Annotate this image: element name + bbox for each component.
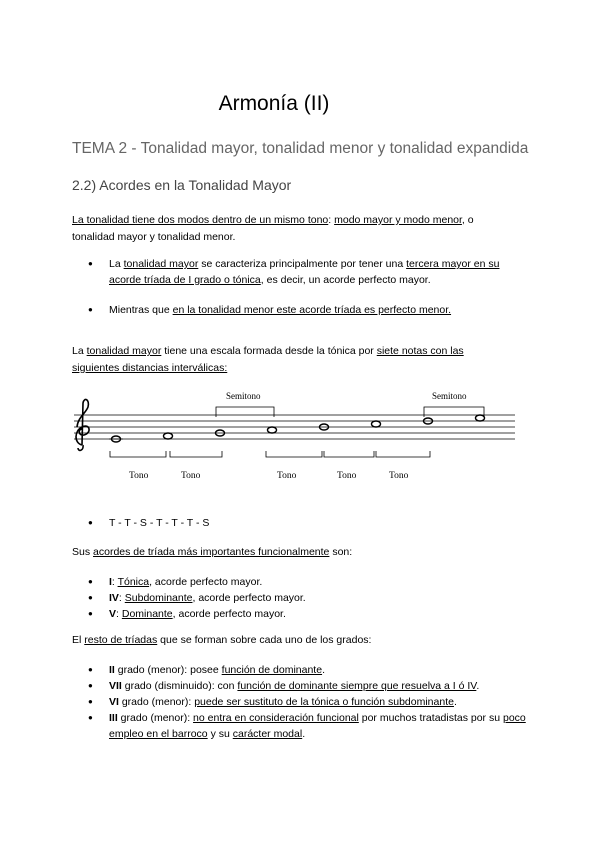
degree: I	[109, 576, 112, 588]
chord-desc: .	[302, 728, 306, 740]
chord-desc: grado (menor):	[117, 712, 194, 724]
semitone-brackets	[216, 407, 484, 417]
bullet-text: , es decir, un acorde perfecto mayor.	[260, 274, 431, 286]
chord-underline: puede ser sustituto de la tónica o función subdominante	[194, 696, 454, 708]
tone-label-4: Tono	[337, 471, 357, 481]
chord-desc: , acorde perfecto mayor.	[172, 608, 286, 620]
chord-underline: no entra en consideración funcional	[193, 712, 359, 724]
chord-desc: , acorde perfecto mayor.	[192, 592, 306, 604]
bullet-underline: tonalidad mayor	[123, 258, 199, 270]
chord-underline: función de dominante	[221, 664, 323, 676]
chord-desc: grado (menor): posee	[114, 664, 222, 676]
chord-underline: carácter modal	[232, 728, 303, 740]
chords-underline: acordes de tríada más importantes funcionalmente	[93, 546, 330, 558]
chord-desc: , acorde perfecto mayor.	[149, 576, 263, 588]
bullet-text: se caracteriza principalmente por tener una	[198, 258, 407, 270]
intro-text-2: , o tonalidad mayor y tonalidad menor.	[72, 214, 474, 243]
subsection-heading: 2.2) Acordes en la Tonalidad Mayor	[72, 177, 292, 193]
chord-underline: poco empleo en el barroco	[109, 712, 526, 740]
tone-label-5: Tono	[389, 471, 409, 481]
chord-desc: .	[322, 664, 325, 676]
chord-desc: y su	[207, 728, 233, 740]
treble-clef-icon	[76, 400, 89, 451]
main-chords-list	[88, 574, 528, 622]
scale-underline: siete notas con las siguientes distancias interválicas:	[72, 345, 464, 374]
degree: IV	[109, 592, 119, 604]
rest-text: El	[72, 634, 85, 646]
list-item	[88, 590, 528, 606]
tone-label-3: Tono	[277, 471, 297, 481]
pattern-list	[88, 515, 528, 531]
chords-intro	[72, 544, 512, 561]
intro-underline-1: La tonalidad tiene dos modos dentro de un mismo tono	[72, 214, 329, 226]
bullet-underline: tercera mayor en su acorde tríada de I grado o tónica	[109, 258, 500, 286]
note-do-high	[476, 415, 485, 421]
intro-text-1: :	[328, 214, 335, 226]
other-chords-list	[88, 662, 528, 742]
degree: III	[109, 712, 118, 724]
separator: :	[111, 576, 118, 588]
scale-underline: tonalidad mayor	[86, 345, 162, 357]
scale-text: tiene una escala formada desde la tónica por	[161, 345, 377, 357]
chord-desc: .	[476, 680, 480, 692]
major-scale-staff	[60, 385, 520, 485]
degree: VI	[109, 696, 119, 708]
list-item	[88, 710, 528, 742]
list-item	[88, 694, 528, 710]
tone-brackets	[110, 451, 430, 457]
rest-text: que se forman sobre cada uno de los grados:	[157, 634, 372, 646]
scale-text: La	[72, 345, 87, 357]
tone-label-2: Tono	[181, 471, 201, 481]
bullet-text: La	[109, 258, 124, 270]
degree: V	[109, 608, 117, 620]
note-la	[372, 421, 381, 427]
degree: VII	[109, 680, 122, 692]
function-name: Subdominante	[124, 592, 193, 604]
chord-underline: función de dominante siempre que resuelva a I ó IV	[237, 680, 477, 692]
intro-underline-2: modo mayor y modo menor	[334, 214, 462, 226]
chords-text: son:	[329, 546, 353, 558]
chord-desc: .	[453, 696, 457, 708]
list-item: ● T - T - S - T - T - T - S	[88, 515, 528, 531]
rest-underline: resto de tríadas	[84, 634, 158, 646]
rest-intro	[72, 632, 512, 649]
chord-desc: grado (disminuido): con	[121, 680, 238, 692]
bullet-text: Mientras que	[109, 304, 173, 316]
tone-label-1: Tono	[129, 471, 149, 481]
degree: II	[109, 664, 115, 676]
note-re	[164, 433, 173, 439]
separator: :	[116, 608, 122, 620]
function-name: Dominante	[121, 608, 173, 620]
bullet-underline: en la tonalidad menor este acorde tríada es perfecto menor.	[172, 304, 452, 316]
list-item	[88, 662, 528, 678]
chord-desc: grado (menor):	[118, 696, 195, 708]
note-fa	[268, 427, 277, 433]
chord-desc: por muchos tratadistas por su	[358, 712, 503, 724]
function-name: Tónica	[117, 576, 150, 588]
list-item	[88, 302, 528, 318]
list-item	[88, 574, 528, 590]
section-heading: TEMA 2 - Tonalidad mayor, tonalidad menor y tonalidad expandida	[72, 140, 529, 157]
tonality-bullets	[88, 256, 528, 332]
list-item	[88, 606, 528, 622]
separator: :	[118, 592, 125, 604]
chords-text: Sus	[72, 546, 94, 558]
intro-paragraph	[72, 212, 512, 246]
page-title: Armonía (II)	[218, 92, 330, 115]
scale-notes	[109, 415, 485, 442]
semitone-label-1: Semitono	[226, 391, 261, 401]
list-item	[88, 678, 528, 694]
staff-lines	[74, 415, 515, 439]
scale-paragraph	[72, 343, 512, 377]
semitone-label-2: Semitono	[432, 391, 467, 401]
list-item	[88, 256, 528, 288]
